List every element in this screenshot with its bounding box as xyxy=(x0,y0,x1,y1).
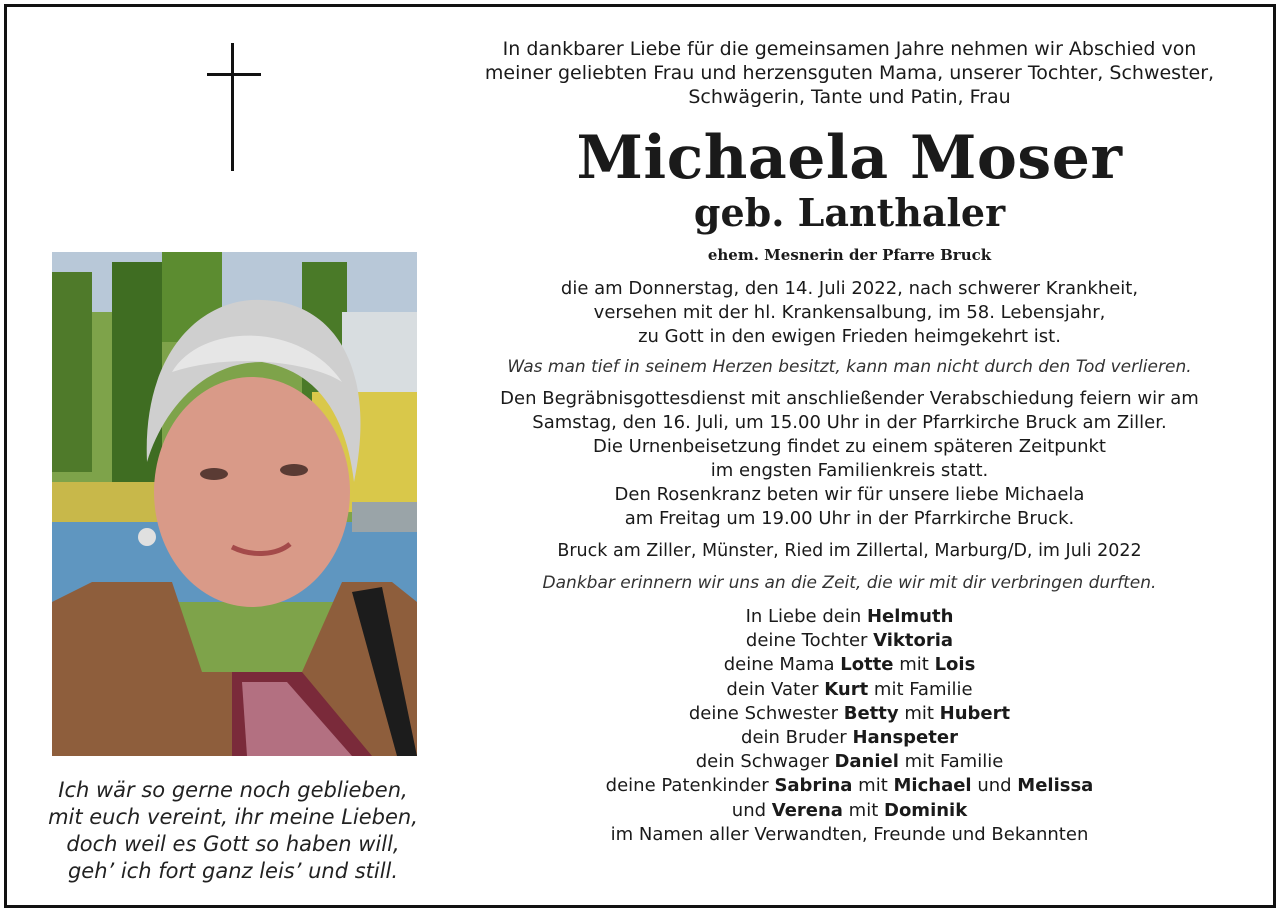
notice-line: die am Donnerstag, den 14. Juli 2022, nach schwerer Krankheit, xyxy=(560,278,1139,299)
intro-line: meiner geliebten Frau und herzensguten Mama, unserer Tochter, Schwester, xyxy=(484,62,1215,84)
intro-text xyxy=(452,37,1247,109)
family-line: deine Tochter Viktoria xyxy=(745,630,954,652)
verse-line: Ich wär so gerne noch geblieben, xyxy=(58,778,408,802)
cross-icon xyxy=(231,43,235,171)
portrait-photo xyxy=(52,252,417,756)
verse-line: doch weil es Gott so haben will, xyxy=(66,832,400,856)
family-line: dein Schwager Daniel mit Familie xyxy=(695,751,1004,773)
service-line: am Freitag um 19.00 Uhr in der Pfarrkirche Bruck. xyxy=(624,508,1075,529)
notice-line: zu Gott in den ewigen Frieden heimgekehrt ist. xyxy=(638,326,1061,347)
place-date: Bruck am Ziller, Münster, Ried im Zillertal, Marburg/D, im Juli 2022 xyxy=(557,541,1142,561)
deceased-role: ehem. Mesnerin der Pfarre Bruck xyxy=(707,246,992,264)
service-info xyxy=(452,387,1247,531)
service-line: Den Begräbnisgottesdienst mit anschließender Verabschiedung feiern wir am xyxy=(500,388,1199,409)
family-line: deine Patenkinder Sabrina mit Michael und Melissa xyxy=(605,775,1094,797)
obituary-text xyxy=(452,37,1247,847)
family-line: dein Vater Kurt mit Familie xyxy=(726,678,973,700)
intro-line: Schwägerin, Tante und Patin, Frau xyxy=(688,86,1011,108)
service-line: im engsten Familienkreis statt. xyxy=(710,460,989,481)
family-line: dein Bruder Hanspeter xyxy=(741,727,958,749)
memorial-verse xyxy=(27,777,439,885)
family-line: deine Mama Lotte mit Lois xyxy=(723,654,976,676)
service-line: Den Rosenkranz beten wir für unsere liebe Michaela xyxy=(614,484,1085,505)
intro-line: In dankbarer Liebe für die gemeinsamen Jahre nehmen wir Abschied von xyxy=(502,38,1197,60)
death-notice xyxy=(452,277,1247,349)
family-line: im Namen aller Verwandten, Freunde und Bekannten xyxy=(610,823,1089,845)
family-line: und Verena mit Dominik xyxy=(731,799,968,821)
service-line: Samstag, den 16. Juli, um 15.00 Uhr in der Pfarrkirche Bruck am Ziller. xyxy=(532,412,1167,433)
obituary-frame xyxy=(4,4,1276,908)
gratitude-quote: Dankbar erinnern wir uns an die Zeit, die wir mit dir verbringen durften. xyxy=(542,573,1157,593)
maiden-name: geb. Lanthaler xyxy=(693,190,1006,235)
family-line: In Liebe dein Helmuth xyxy=(745,606,954,627)
verse-line: mit euch vereint, ihr meine Lieben, xyxy=(48,805,418,829)
memorial-quote: Was man tief in seinem Herzen besitzt, kann man nicht durch den Tod verlieren. xyxy=(507,357,1192,377)
deceased-name: Michaela Moser xyxy=(576,123,1123,193)
family-list xyxy=(452,605,1247,847)
verse-line: geh’ ich fort ganz leis’ und still. xyxy=(67,859,399,883)
notice-line: versehen mit der hl. Krankensalbung, im 58. Lebensjahr, xyxy=(593,302,1106,323)
service-line: Die Urnenbeisetzung findet zu einem späteren Zeitpunkt xyxy=(592,436,1106,457)
family-line: deine Schwester Betty mit Hubert xyxy=(688,702,1011,724)
